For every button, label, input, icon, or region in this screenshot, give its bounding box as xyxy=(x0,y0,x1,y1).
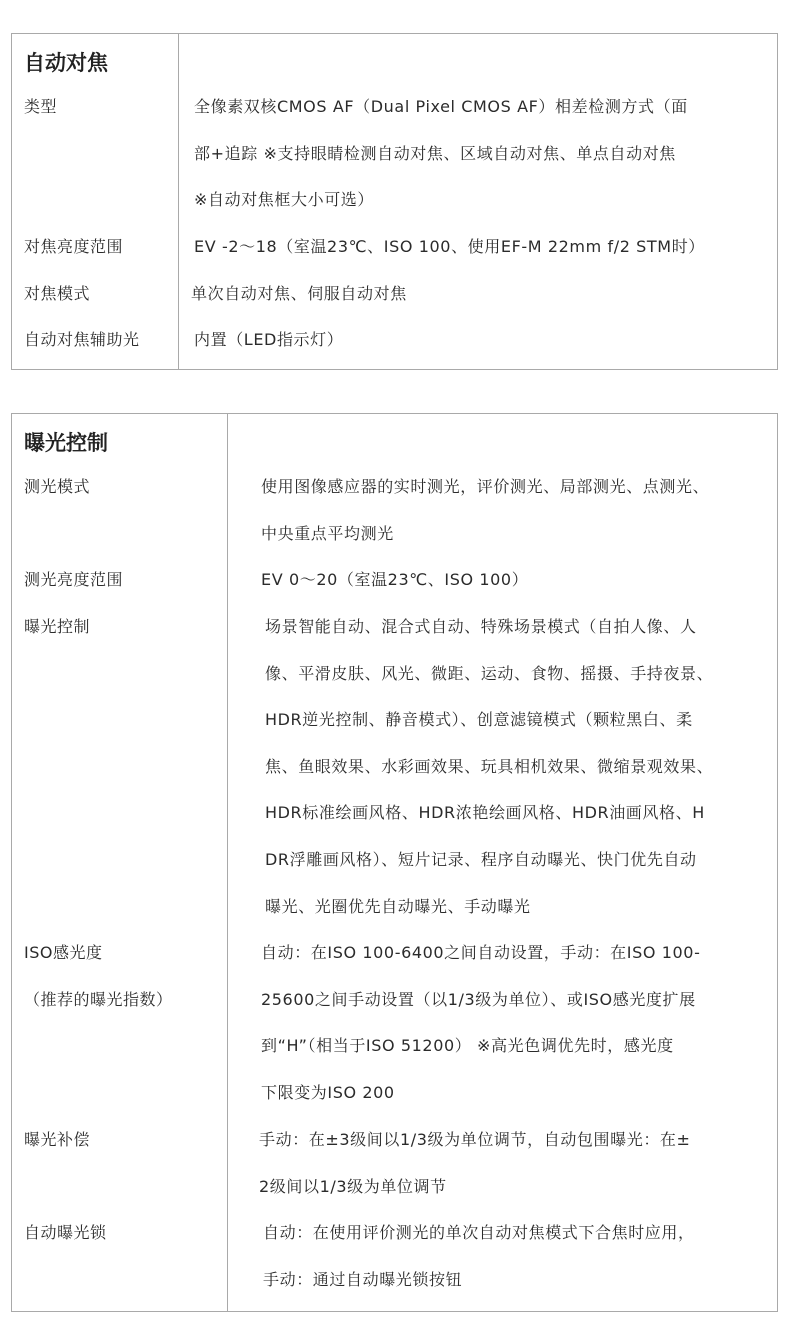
value-line: 场景智能自动、混合式自动、特殊场景模式（自拍人像、人 xyxy=(265,617,697,636)
row-label-iso-sub: （推荐的曝光指数） xyxy=(24,990,173,1009)
column-divider xyxy=(178,34,179,369)
value-line: DR浮雕画风格）、短片记录、程序自动曝光、快门优先自动 xyxy=(265,849,697,869)
value-line: 自动：在使用评价测光的单次自动对焦模式下合焦时应用， xyxy=(263,1223,695,1242)
row-label-metering-mode: 测光模式 xyxy=(24,477,91,496)
value-line: 使用图像感应器的实时测光，评价测光、局部测光、点测光、 xyxy=(261,477,710,496)
row-label-exposure-control: 曝光控制 xyxy=(24,617,91,636)
value-line: 中央重点平均测光 xyxy=(261,523,394,543)
value-line: 2级间以1/3级为单位调节 xyxy=(259,1176,447,1196)
value-line: 部+追踪 ※支持眼睛检测自动对焦、区域自动对焦、单点自动对焦 xyxy=(194,143,676,163)
row-label-af-type: 类型 xyxy=(24,97,58,116)
value-line: 25600之间手动设置（以1/3级为单位）、或ISO感光度扩展 xyxy=(261,989,696,1009)
value-line: 单次自动对焦、伺服自动对焦 xyxy=(191,284,407,303)
section-title-exposure: 曝光控制 xyxy=(24,431,108,455)
row-label-af-mode: 对焦模式 xyxy=(24,284,91,303)
value-line: 到“H”（相当于ISO 51200） ※高光色调优先时，感光度 xyxy=(261,1036,674,1056)
row-label-af-brightness-range: 对焦亮度范围 xyxy=(24,237,124,256)
value-line: 曝光、光圈优先自动曝光、手动曝光 xyxy=(265,896,531,916)
value-line: 像、平滑皮肤、风光、微距、运动、食物、摇摄、手持夜景、 xyxy=(265,663,714,683)
row-value-ae-lock xyxy=(263,1210,695,1303)
row-value-exposure-control xyxy=(265,604,713,930)
value-line: 内置（LED指示灯） xyxy=(194,330,344,349)
row-value-af-mode xyxy=(191,271,407,318)
value-line: 手动：通过自动曝光锁按钮 xyxy=(263,1269,463,1289)
value-line: 全像素双核CMOS AF（Dual Pixel CMOS AF）相差检测方式（面 xyxy=(194,97,688,116)
row-label-ae-lock: 自动曝光锁 xyxy=(24,1223,107,1242)
section-title-autofocus: 自动对焦 xyxy=(24,51,108,75)
row-label-metering-range: 测光亮度范围 xyxy=(24,570,124,589)
row-label-exposure-compensation: 曝光补偿 xyxy=(24,1130,91,1149)
value-line: HDR标准绘画风格、HDR浓艳绘画风格、HDR油画风格、H xyxy=(265,803,705,823)
row-value-af-brightness-range xyxy=(194,224,705,271)
row-value-af-type xyxy=(194,84,688,224)
value-line: ※自动对焦框大小可选） xyxy=(194,190,375,210)
value-line: 手动：在±3级间以1/3级为单位调节，自动包围曝光：在± xyxy=(259,1130,691,1149)
value-line: 自动：在ISO 100-6400之间自动设置，手动：在ISO 100- xyxy=(261,943,701,962)
row-value-af-assist-light xyxy=(194,317,343,364)
row-value-iso xyxy=(261,930,700,1116)
row-value-metering-range xyxy=(261,557,528,604)
value-line: EV -2～18（室温23℃、ISO 100、使用EF-M 22mm f/2 STM时） xyxy=(194,237,705,256)
value-line: HDR逆光控制、静音模式）、创意滤镜模式（颗粒黑白、柔 xyxy=(265,710,693,730)
row-label-af-assist-light: 自动对焦辅助光 xyxy=(24,330,140,349)
row-label-iso: ISO感光度 xyxy=(24,943,103,962)
exposure-spec-table xyxy=(11,413,778,1312)
value-line: 焦、鱼眼效果、水彩画效果、玩具相机效果、微缩景观效果、 xyxy=(265,756,714,776)
row-value-exposure-compensation xyxy=(259,1117,691,1210)
value-line: EV 0～20（室温23℃、ISO 100） xyxy=(261,570,529,589)
value-line: 下限变为ISO 200 xyxy=(261,1082,395,1102)
autofocus-spec-table xyxy=(11,33,778,370)
column-divider xyxy=(227,414,228,1311)
row-value-metering-mode xyxy=(261,464,709,557)
